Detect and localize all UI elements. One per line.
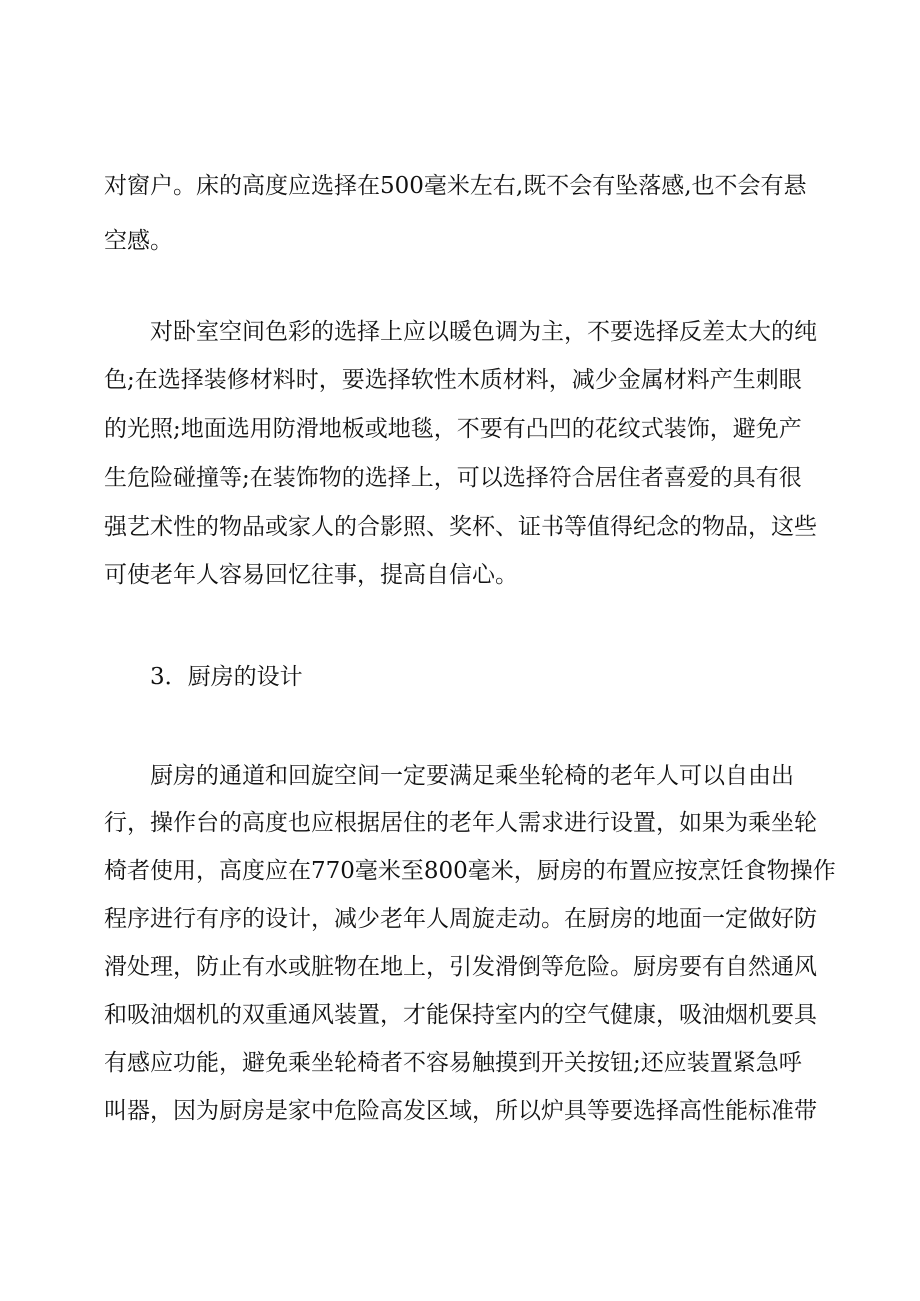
section-heading: 3．厨房的设计 [150, 664, 303, 690]
text-line: 有感应功能，避免乘坐轮椅者不容易触摸到开关按钮;还应装置紧急呼 [104, 1050, 802, 1076]
text-line: 对窗户。床的高度应选择在500毫米左右,既不会有坠落感,也不会有悬 [104, 173, 807, 199]
text-line: 强艺术性的物品或家人的合影照、奖杯、证书等值得纪念的物品，这些 [104, 514, 817, 540]
text-line: 行，操作台的高度也应根据居住的老年人需求进行设置，如果为乘坐轮 [104, 810, 817, 836]
text-line: 厨房的通道和回旋空间一定要满足乘坐轮椅的老年人可以自由出 [150, 763, 794, 789]
text-line: 叫器，因为厨房是家中危险高发区域，所以炉具等要选择高性能标准带 [104, 1098, 817, 1124]
text-line: 的光照;地面选用防滑地板或地毯，不要有凸凹的花纹式装饰，避免产 [104, 416, 802, 442]
text-line: 椅者使用，高度应在770毫米至800毫米，厨房的布置应按烹饪食物操作 [104, 858, 836, 884]
text-line: 可使老年人容易回忆往事，提高自信心。 [104, 562, 518, 588]
text-line: 程序进行有序的设计，减少老年人周旋走动。在厨房的地面一定做好防 [104, 906, 817, 932]
text-line: 空感。 [104, 228, 173, 254]
text-line: 和吸油烟机的双重通风装置，才能保持室内的空气健康，吸油烟机要具 [104, 1002, 817, 1028]
text-line: 生危险碰撞等;在装饰物的选择上，可以选择符合居住者喜爱的具有很 [104, 465, 802, 491]
text-line: 色;在选择装修材料时，要选择软性木质材料，减少金属材料产生刺眼 [104, 367, 802, 393]
text-line: 对卧室空间色彩的选择上应以暖色调为主，不要选择反差太大的纯 [150, 319, 817, 345]
text-line: 滑处理，防止有水或脏物在地上，引发滑倒等危险。厨房要有自然通风 [104, 954, 817, 980]
